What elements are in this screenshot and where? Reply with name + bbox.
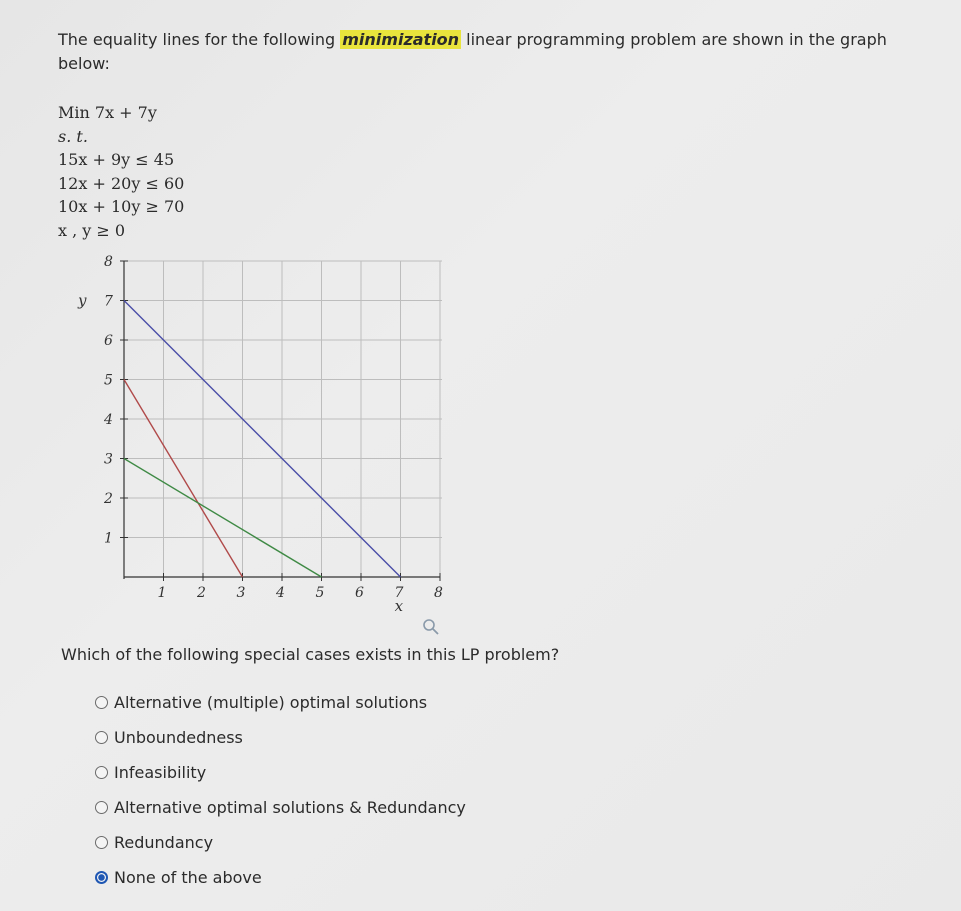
- x-tick-label: 3: [236, 585, 246, 601]
- constraint-line: [124, 301, 401, 578]
- constraint-line: [124, 459, 322, 578]
- option-label: Unboundedness: [114, 728, 243, 747]
- lp-graph: [60, 250, 450, 620]
- y-tick-label: 6: [104, 333, 113, 349]
- y-tick-label: 3: [104, 451, 113, 468]
- radio-button[interactable]: [95, 731, 108, 744]
- option-label: Infeasibility: [114, 763, 207, 782]
- lp-subject-to: s. t.: [58, 126, 88, 146]
- lp-constraint-3: 10x + 10y ≥ 70: [58, 197, 185, 216]
- lp-objective: Min 7x + 7y: [58, 103, 157, 122]
- problem-intro: [58, 28, 918, 76]
- intro-highlight: minimization: [342, 30, 460, 49]
- option-label: Alternative optimal solutions & Redundancy: [114, 798, 466, 817]
- option-alternative-optimal[interactable]: [95, 685, 466, 720]
- x-tick-label: 2: [197, 585, 206, 601]
- y-tick-label: 2: [104, 491, 113, 507]
- intro-suffix: linear programming problem are shown in the graph below:: [58, 30, 887, 73]
- y-tick-label: 1: [104, 530, 113, 547]
- lp-constraint-2: 12x + 20y ≤ 60: [58, 173, 185, 193]
- option-infeasibility[interactable]: [95, 755, 466, 790]
- question-text: Which of the following special cases exists in this LP problem?: [61, 645, 560, 664]
- x-tick-label: 7: [394, 585, 404, 601]
- option-label: Alternative (multiple) optimal solutions: [114, 693, 428, 712]
- radio-button[interactable]: [95, 801, 108, 814]
- intro-prefix: The equality lines for the following: [58, 30, 341, 49]
- option-unboundedness[interactable]: [95, 720, 466, 755]
- magnifier-icon[interactable]: [422, 618, 440, 636]
- option-none-of-the-above[interactable]: [95, 860, 466, 895]
- x-axis-label: x: [394, 597, 404, 615]
- radio-button-selected[interactable]: [95, 871, 108, 884]
- y-tick-label: 7: [104, 293, 113, 310]
- x-tick-label: 8: [434, 585, 443, 601]
- y-tick-label: 4: [104, 412, 113, 428]
- constraint-line: [124, 380, 243, 578]
- radio-button[interactable]: [95, 766, 108, 779]
- x-tick-label: 4: [276, 585, 285, 601]
- x-tick-label: 1: [157, 585, 167, 601]
- option-redundancy[interactable]: [95, 825, 466, 860]
- option-label: None of the above: [114, 868, 262, 887]
- y-tick-label: 8: [104, 254, 113, 270]
- x-tick-label: 6: [355, 585, 364, 601]
- lp-constraint-nonneg: x , y ≥ 0: [58, 220, 126, 240]
- y-axis-label: y: [78, 291, 87, 310]
- lp-formulation: [58, 101, 184, 242]
- x-tick-label: 5: [315, 585, 325, 601]
- y-tick-label: 5: [104, 372, 113, 389]
- option-alternative-and-redundancy[interactable]: [95, 790, 466, 825]
- answer-options: [95, 685, 466, 895]
- option-label: Redundancy: [114, 833, 214, 852]
- lp-constraint-1: 15x + 9y ≤ 45: [58, 150, 175, 169]
- radio-button[interactable]: [95, 836, 108, 849]
- radio-button[interactable]: [95, 696, 108, 709]
